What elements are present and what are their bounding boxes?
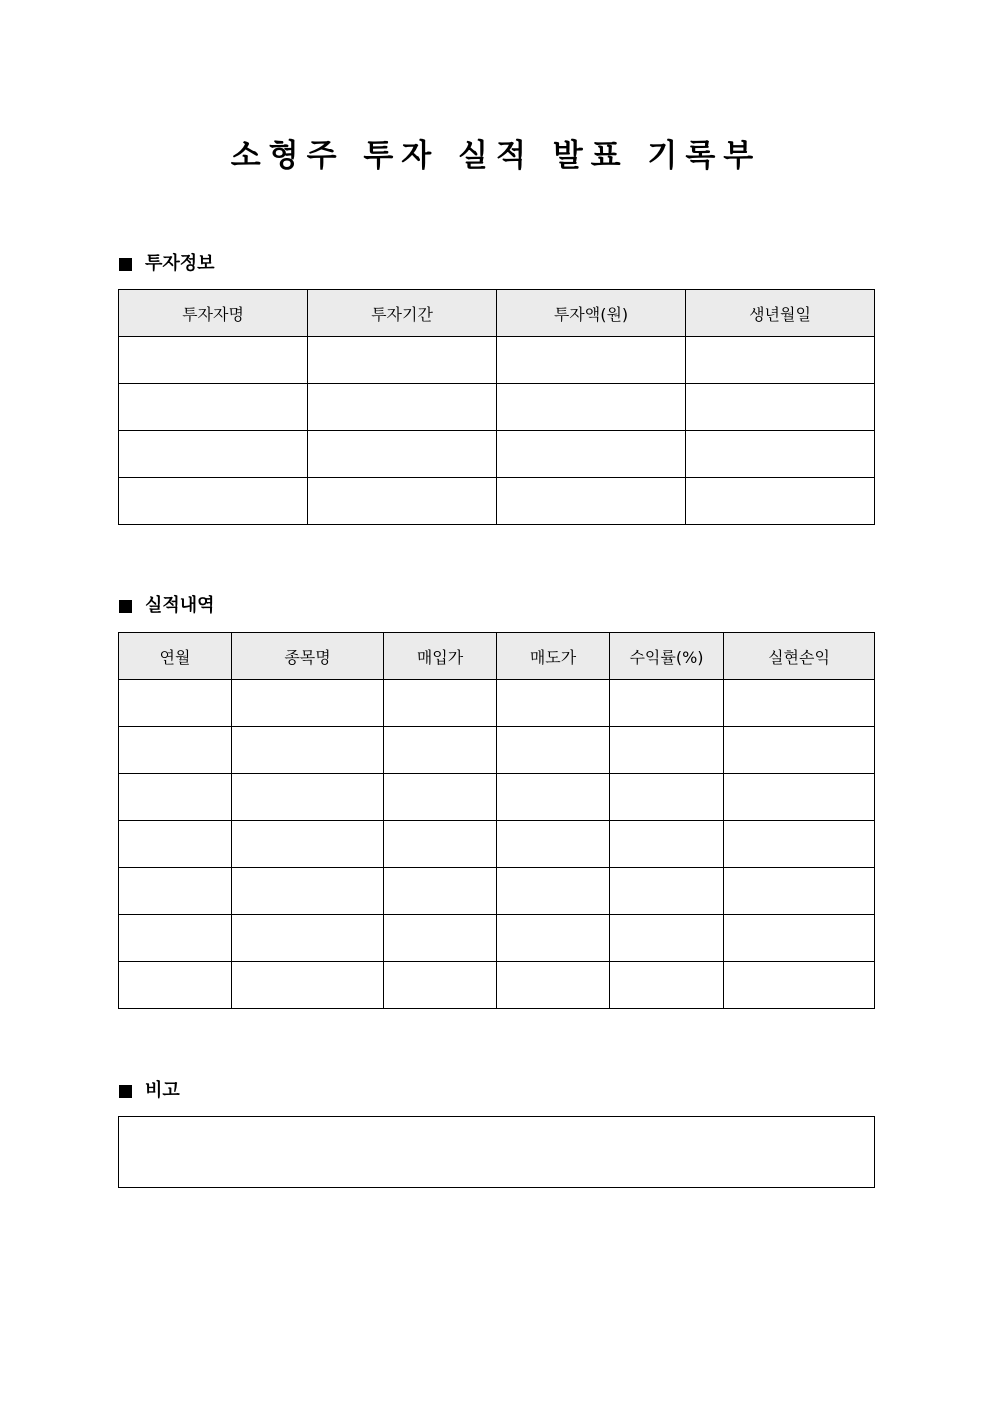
- table-cell[interactable]: [308, 478, 497, 525]
- table-cell[interactable]: [232, 821, 384, 868]
- table-cell[interactable]: [497, 727, 610, 774]
- table-row: [119, 868, 875, 915]
- table-cell[interactable]: [119, 727, 232, 774]
- table-cell[interactable]: [384, 774, 497, 821]
- table-cell[interactable]: [724, 821, 875, 868]
- square-bullet-icon: [119, 258, 132, 271]
- table-row: [119, 478, 875, 525]
- table-cell[interactable]: [497, 337, 686, 384]
- table-cell[interactable]: [497, 962, 610, 1009]
- table-row: [119, 962, 875, 1009]
- table-cell[interactable]: [384, 821, 497, 868]
- table-row: [119, 727, 875, 774]
- square-bullet-icon: [119, 600, 132, 613]
- table-header-row: [119, 633, 875, 680]
- table-row: [119, 915, 875, 962]
- table-cell[interactable]: [686, 431, 875, 478]
- performance-table: [118, 632, 875, 1009]
- table-cell[interactable]: [119, 680, 232, 727]
- table-cell[interactable]: [232, 680, 384, 727]
- column-header-investment-period: 투자기간: [308, 290, 497, 337]
- table-cell[interactable]: [232, 962, 384, 1009]
- table-cell[interactable]: [686, 337, 875, 384]
- investment-info-heading-label: 투자정보: [145, 253, 215, 274]
- table-cell[interactable]: [610, 727, 724, 774]
- table-cell[interactable]: [610, 680, 724, 727]
- table-cell[interactable]: [119, 478, 308, 525]
- table-cell[interactable]: [724, 727, 875, 774]
- table-cell[interactable]: [686, 478, 875, 525]
- table-cell[interactable]: [497, 431, 686, 478]
- column-header-year-month: 연월: [119, 633, 232, 680]
- column-header-purchase-price: 매입가: [384, 633, 497, 680]
- table-cell[interactable]: [119, 868, 232, 915]
- table-cell[interactable]: [384, 680, 497, 727]
- table-cell[interactable]: [308, 384, 497, 431]
- table-cell[interactable]: [232, 868, 384, 915]
- column-header-investor-name: 투자자명: [119, 290, 308, 337]
- investment-info-table: [118, 289, 875, 525]
- table-cell[interactable]: [610, 774, 724, 821]
- table-cell[interactable]: [119, 962, 232, 1009]
- performance-heading-label: 실적내역: [145, 595, 215, 616]
- column-header-sale-price: 매도가: [497, 633, 610, 680]
- table-cell[interactable]: [610, 868, 724, 915]
- investment-info-heading: [119, 252, 215, 276]
- table-row: [119, 384, 875, 431]
- table-cell[interactable]: [497, 774, 610, 821]
- table-cell[interactable]: [497, 478, 686, 525]
- table-cell[interactable]: [384, 727, 497, 774]
- table-row: [119, 431, 875, 478]
- table-header-row: [119, 290, 875, 337]
- table-cell[interactable]: [724, 962, 875, 1009]
- table-cell[interactable]: [686, 384, 875, 431]
- table-cell[interactable]: [610, 821, 724, 868]
- table-cell[interactable]: [384, 962, 497, 1009]
- table-cell[interactable]: [119, 337, 308, 384]
- table-cell[interactable]: [724, 915, 875, 962]
- column-header-investment-amount: 투자액(원): [497, 290, 686, 337]
- table-cell[interactable]: [232, 727, 384, 774]
- table-cell[interactable]: [119, 774, 232, 821]
- table-row: [119, 821, 875, 868]
- table-cell[interactable]: [119, 821, 232, 868]
- table-cell[interactable]: [232, 915, 384, 962]
- column-header-realized-pnl: 실현손익: [724, 633, 875, 680]
- table-cell[interactable]: [232, 774, 384, 821]
- table-row: [119, 680, 875, 727]
- table-cell[interactable]: [119, 384, 308, 431]
- table-cell[interactable]: [119, 915, 232, 962]
- remarks-field[interactable]: [118, 1116, 875, 1188]
- table-cell[interactable]: [119, 431, 308, 478]
- table-cell[interactable]: [724, 680, 875, 727]
- table-cell[interactable]: [497, 680, 610, 727]
- column-header-stock-name: 종목명: [232, 633, 384, 680]
- document-title: 소형주 투자 실적 발표 기록부: [230, 138, 762, 174]
- table-cell[interactable]: [724, 774, 875, 821]
- table-cell[interactable]: [610, 915, 724, 962]
- remarks-heading: [119, 1079, 180, 1103]
- table-cell[interactable]: [497, 384, 686, 431]
- table-cell[interactable]: [308, 337, 497, 384]
- remarks-heading-label: 비고: [145, 1080, 180, 1101]
- table-cell[interactable]: [724, 868, 875, 915]
- table-row: [119, 774, 875, 821]
- square-bullet-icon: [119, 1085, 132, 1098]
- table-cell[interactable]: [610, 962, 724, 1009]
- table-cell[interactable]: [384, 868, 497, 915]
- table-cell[interactable]: [497, 821, 610, 868]
- table-cell[interactable]: [308, 431, 497, 478]
- performance-heading: [119, 594, 215, 618]
- table-cell[interactable]: [497, 915, 610, 962]
- table-cell[interactable]: [497, 868, 610, 915]
- column-header-birth-date: 생년월일: [686, 290, 875, 337]
- table-cell[interactable]: [384, 915, 497, 962]
- column-header-return-rate: 수익률(%): [610, 633, 724, 680]
- table-row: [119, 337, 875, 384]
